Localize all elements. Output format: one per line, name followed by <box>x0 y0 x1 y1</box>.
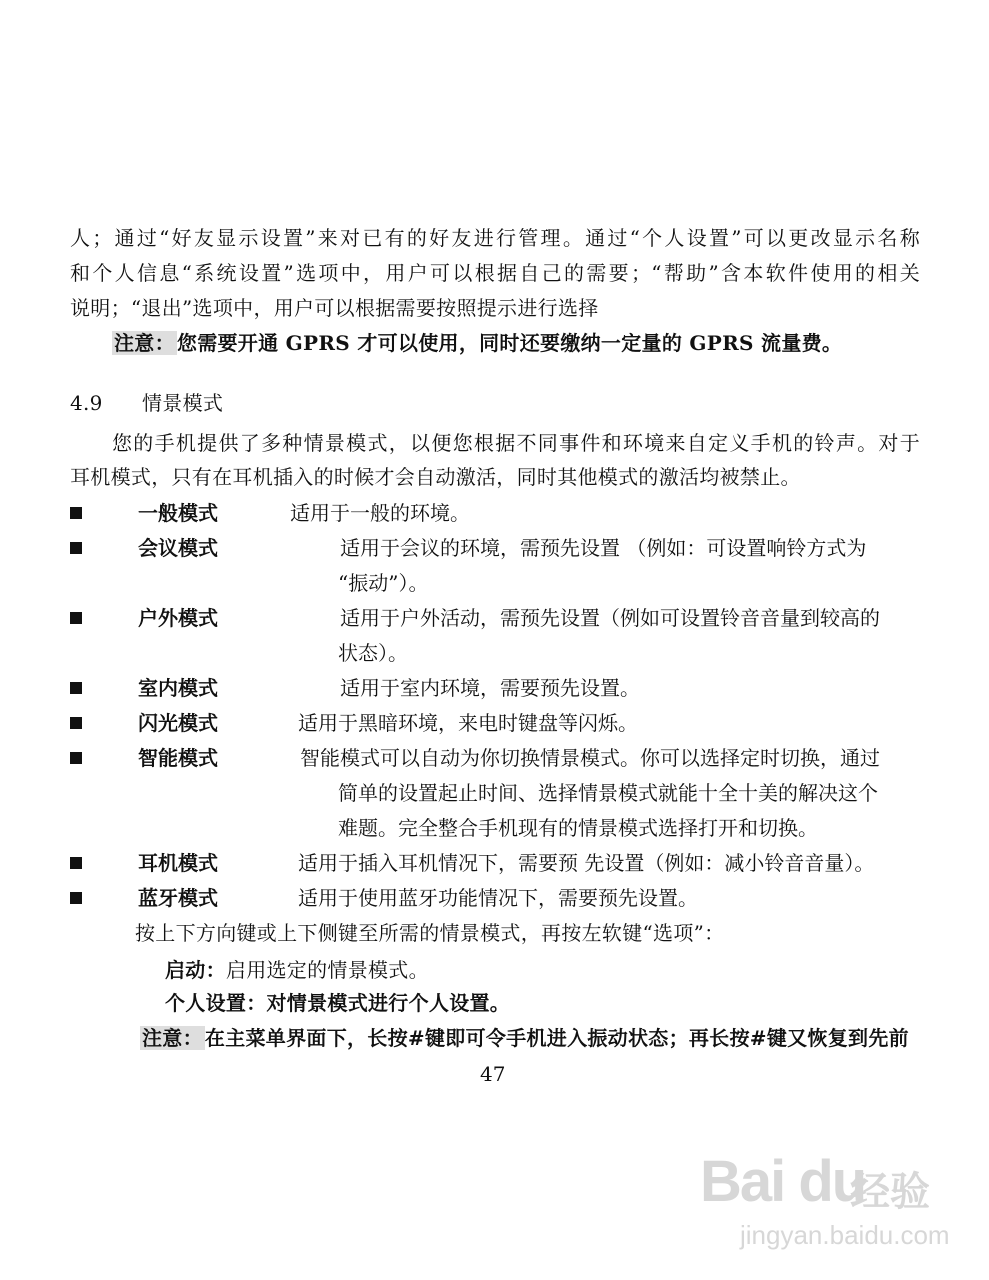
instruction-line: 按上下方向键或上下侧键至所需的情景模式，再按左软键“选项”： <box>135 921 725 945</box>
mode-description-cont: 简单的设置起止时间、选择情景模式就能十全十美的解决这个 <box>338 781 878 805</box>
bullet-square-icon <box>70 612 82 624</box>
mode-item-indoor <box>70 675 920 701</box>
mode-item-general <box>70 500 920 526</box>
mode-description: 适用于户外活动，需预先设置（例如可设置铃音音量到较高的 <box>340 606 880 630</box>
bullet-square-icon <box>70 717 82 729</box>
mode-item-bluetooth <box>70 885 920 911</box>
mode-name: 室内模式 <box>138 676 218 700</box>
mode-description-cont: 难题。完全整合手机现有的情景模式选择打开和切换。 <box>338 816 818 840</box>
mode-item-outdoor <box>70 605 920 631</box>
mode-item-flash <box>70 710 920 736</box>
section-number: 4.9 <box>70 391 103 415</box>
mode-name: 会议模式 <box>138 536 218 560</box>
note-label: 注意： <box>142 1026 203 1050</box>
mode-item-meeting <box>70 535 920 561</box>
section-title: 情景模式 <box>142 391 224 415</box>
mode-description: 适用于会议的环境，需预先设置 （例如：可设置响铃方式为 <box>340 536 867 560</box>
note-vibrate <box>140 1025 920 1051</box>
mode-description-cont: 状态）。 <box>338 641 408 665</box>
option-start-label: 启动： <box>165 958 226 982</box>
option-personal: 个人设置：对情景模式进行个人设置。 <box>165 991 511 1015</box>
mode-description-cont: “振动”）。 <box>338 571 429 595</box>
watermark-url: jingyan.baidu.com <box>740 1220 950 1250</box>
bullet-square-icon <box>70 752 82 764</box>
bullet-square-icon <box>70 857 82 869</box>
mode-item-smart <box>70 745 920 771</box>
note-gprs <box>112 330 912 356</box>
mode-description: 适用于插入耳机情况下，需要预 先设置（例如：减小铃音音量）。 <box>298 851 875 875</box>
note-label: 注意： <box>114 331 175 355</box>
body-text-line: 耳机模式，只有在耳机插入的时候才会自动激活，同时其他模式的激活均被禁止。 <box>70 465 801 489</box>
mode-description: 适用于室内环境，需要预先设置。 <box>340 676 640 700</box>
mode-description: 适用于黑暗环境，来电时键盘等闪烁。 <box>298 711 638 735</box>
body-text-line: 和个人信息“系统设置”选项中，用户可以根据自己的需要；“帮助”含本软件使用的相关 <box>70 261 920 285</box>
mode-description: 智能模式可以自动为你切换情景模式。你可以选择定时切换，通过 <box>300 746 880 770</box>
section-heading <box>70 390 920 416</box>
option-start <box>165 957 989 983</box>
option-start-text: 启用选定的情景模式。 <box>225 958 429 982</box>
page-number: 47 <box>480 1062 506 1086</box>
body-text-line: 您的手机提供了多种情景模式，以便您根据不同事件和环境来自定义手机的铃声。对于 <box>112 431 920 455</box>
baidu-jingyan-watermark <box>700 1130 950 1270</box>
bullet-square-icon <box>70 542 82 554</box>
mode-name: 蓝牙模式 <box>138 886 218 910</box>
note-text: 在主菜单界面下，长按#键即可令手机进入振动状态；再长按#键又恢复到先前 <box>204 1026 909 1050</box>
mode-description: 适用于使用蓝牙功能情况下，需要预先设置。 <box>298 886 698 910</box>
mode-name: 智能模式 <box>138 746 218 770</box>
bullet-square-icon <box>70 892 82 904</box>
mode-name: 户外模式 <box>138 606 218 630</box>
watermark-brand: 经验 <box>850 1170 930 1214</box>
mode-item-headset <box>70 850 920 876</box>
note-text: 您需要开通 GPRS 才可以使用，同时还要缴纳一定量的 GPRS 流量费。 <box>176 331 843 355</box>
watermark-logo: Bai du <box>700 1149 866 1214</box>
bullet-square-icon <box>70 682 82 694</box>
mode-description: 适用于一般的环境。 <box>290 501 470 525</box>
mode-name: 闪光模式 <box>138 711 218 735</box>
bullet-square-icon <box>70 507 82 519</box>
mode-name: 耳机模式 <box>138 851 218 875</box>
body-text-line: 人；通过“好友显示设置”来对已有的好友进行管理。通过“个人设置”可以更改显示名称 <box>70 226 920 250</box>
mode-name: 一般模式 <box>138 501 218 525</box>
body-text-line: 说明；“退出”选项中，用户可以根据需要按照提示进行选择 <box>70 296 599 320</box>
